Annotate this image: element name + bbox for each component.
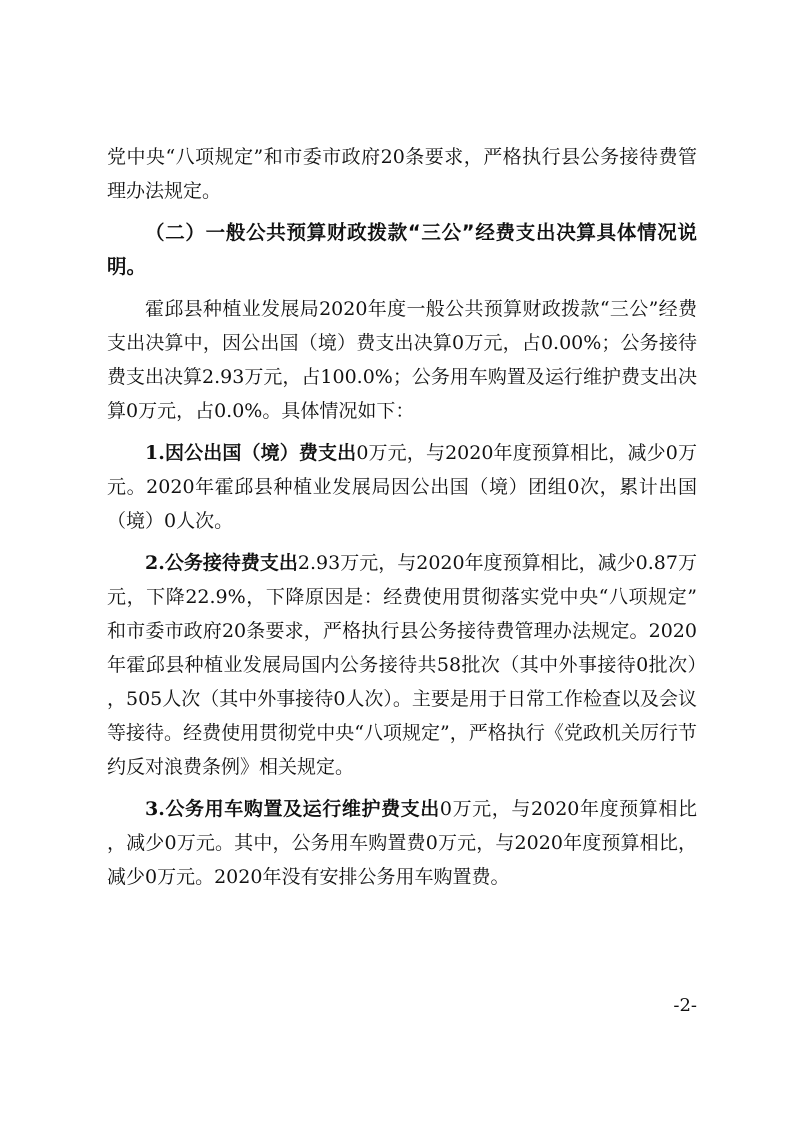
page-number: -2- xyxy=(673,995,697,1016)
summary-text: 霍邱县种植业发展局2020年度一般公共预算财政拨款“三公”经费支出决算中，因公出国（境）费支出决算0万元，占0.00%；公务接待费支出决算2.93万元，占100.0%；公务用车购置及运行维护费支出决算0万元，占0.0%。具体情况如下： xyxy=(107,298,697,422)
reception-expense-paragraph xyxy=(107,546,697,784)
overseas-expense-text: 0万元，与2020年度预算相比，减少0万元。2020年霍邱县种植业发展局因公出国（境）团组0次，累计出国（境）0人次。 xyxy=(107,442,697,532)
continued-paragraph xyxy=(107,140,697,208)
vehicle-expense-paragraph xyxy=(107,792,697,894)
vehicle-expense-text: 0万元，与2020年度预算相比，减少0万元。其中，公务用车购置费0万元，与2020年度预算相比，减少0万元。2020年没有安排公务用车购置费。 xyxy=(107,798,697,888)
document-body xyxy=(107,140,697,902)
section-heading-text: （二）一般公共预算财政拨款“三公”经费支出决算具体情况说明。 xyxy=(107,221,697,278)
summary-paragraph xyxy=(107,292,697,428)
reception-expense-title: 2.公务接待费支出 xyxy=(145,552,298,574)
section-heading xyxy=(107,216,697,284)
reception-expense-text: 2.93万元，与2020年度预算相比，减少0.87万元，下降22.9%，下降原因是：经费使用贯彻落实党中央“八项规定”和市委市政府20条要求，严格执行县公务接待费管理办法规定。2020年霍邱县种植业发展局国内公务接待共58批次（其中外事接待0批次），505人次（其中外事接待0人次）。主要是用于日常工作检查以及会议等接待。经费使用贯彻党中央“八项规定”，严格执行《党政机关厉行节约反对浪费条例》相关规定。 xyxy=(107,552,697,778)
continued-text: 党中央“八项规定”和市委市政府20条要求，严格执行县公务接待费管理办法规定。 xyxy=(107,146,697,202)
vehicle-expense-title: 3.公务用车购置及运行维护费支出 xyxy=(145,798,440,820)
overseas-expense-paragraph xyxy=(107,436,697,538)
overseas-expense-title: 1.因公出国（境）费支出 xyxy=(145,442,357,464)
